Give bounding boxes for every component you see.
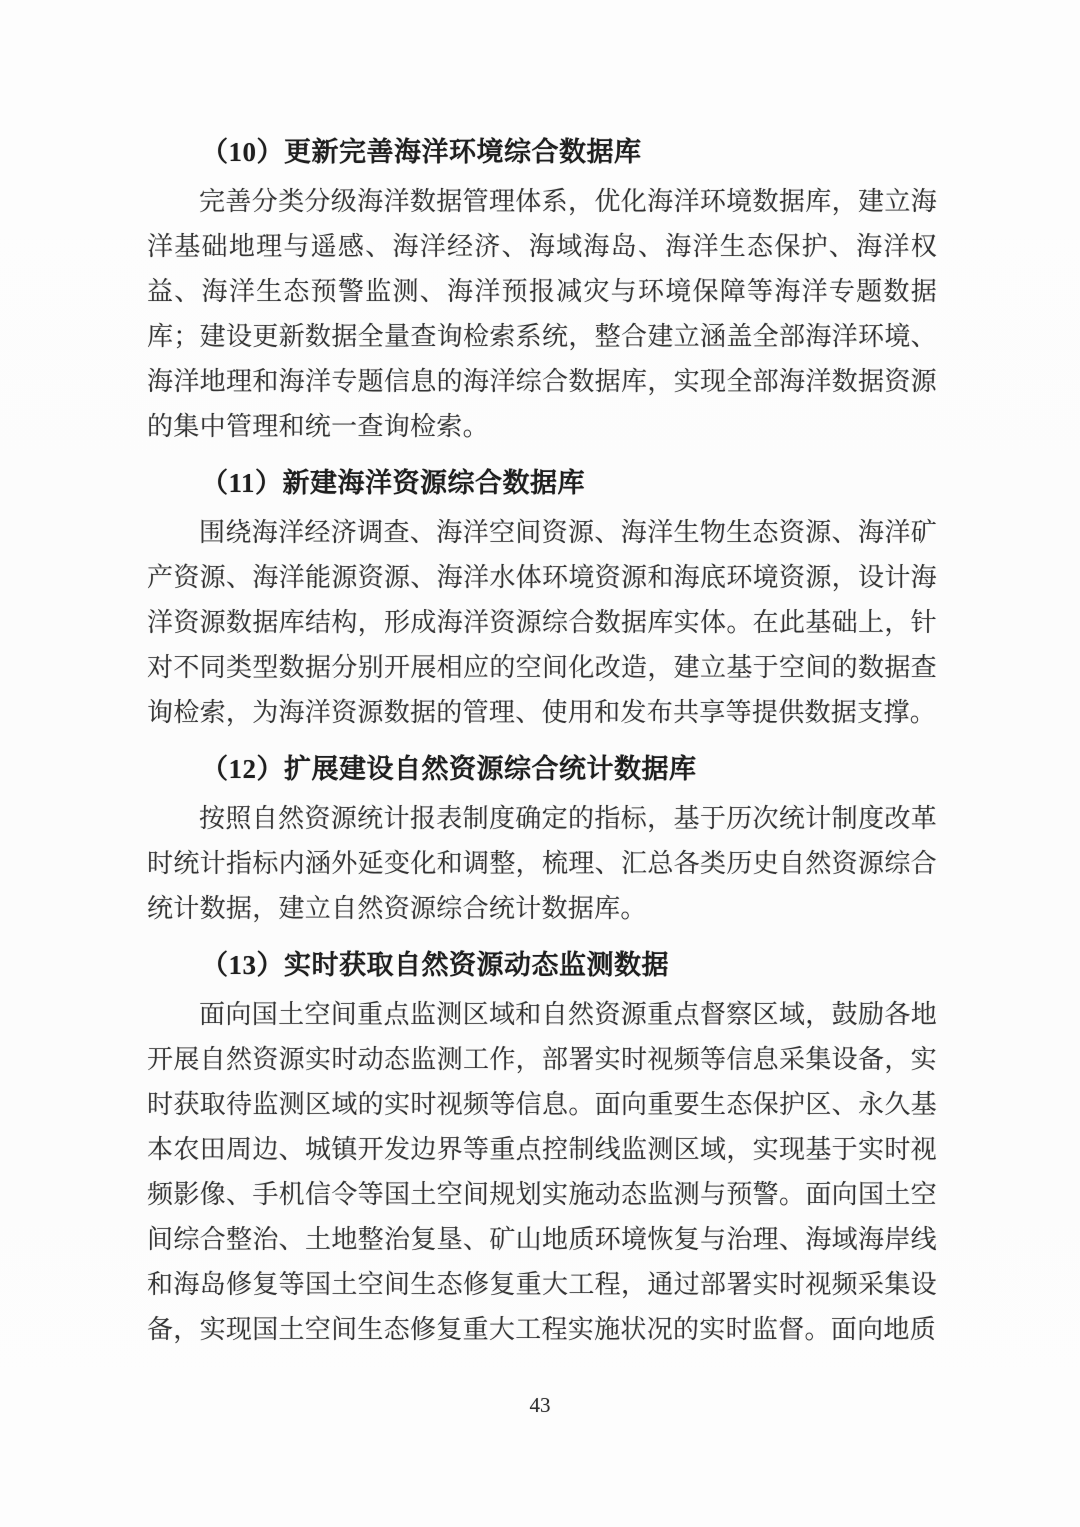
section-10-paragraph: 完善分类分级海洋数据管理体系，优化海洋环境数据库，建立海洋基础地理与遥感、海洋经济、海域海岛、海洋生态保护、海洋权益、海洋生态预警监测、海洋预报减灾与环境保障等海洋专题数据库；建设更新数据全量查询检索系统，整合建立涵盖全部海洋环境、海洋地理和海洋专题信息的海洋综合数据库，实现全部海洋数据资源的集中管理和统一查询检索。 [147, 187, 937, 441]
section-10-heading: （10）更新完善海洋环境综合数据库 [201, 137, 642, 167]
page-number: 43 [529, 1393, 551, 1417]
section-11-paragraph: 围绕海洋经济调查、海洋空间资源、海洋生物生态资源、海洋矿产资源、海洋能源资源、海洋水体环境资源和海底环境资源，设计海洋资源数据库结构，形成海洋资源综合数据库实体。在此基础上，针对不同类型数据分别开展相应的空间化改造，建立基于空间的数据查询检索，为海洋资源数据的管理、使用和发布共享等提供数据支撑。 [147, 518, 937, 727]
section-12-paragraph: 按照自然资源统计报表制度确定的指标，基于历次统计制度改革时统计指标内涵外延变化和调整，梳理、汇总各类历史自然资源综合统计数据，建立自然资源综合统计数据库。 [147, 804, 937, 923]
section-12-heading: （12）扩展建设自然资源综合统计数据库 [201, 754, 697, 784]
section-13 [147, 943, 937, 1352]
section-13-heading: （13）实时获取自然资源动态监测数据 [201, 950, 669, 980]
section-11-heading: （11）新建海洋资源综合数据库 [201, 468, 586, 498]
section-11 [147, 461, 937, 735]
section-13-paragraph: 面向国土空间重点监测区域和自然资源重点督察区域，鼓励各地开展自然资源实时动态监测工作，部署实时视频等信息采集设备，实时获取待监测区域的实时视频等信息。面向重要生态保护区、永久基本农田周边、城镇开发边界等重点控制线监测区域，实现基于实时视频影像、手机信令等国土空间规划实施动态监测与预警。面向国土空间综合整治、土地整治复垦、矿山地质环境恢复与治理、海域海岸线和海岛修复等国土空间生态修复重大工程，通过部署实时视频采集设备，实现国土空间生态修复重大工程实施状况的实时监督。面向地质 [147, 1000, 937, 1344]
section-10 [147, 130, 937, 449]
document-page [147, 130, 937, 1352]
section-12 [147, 747, 937, 931]
